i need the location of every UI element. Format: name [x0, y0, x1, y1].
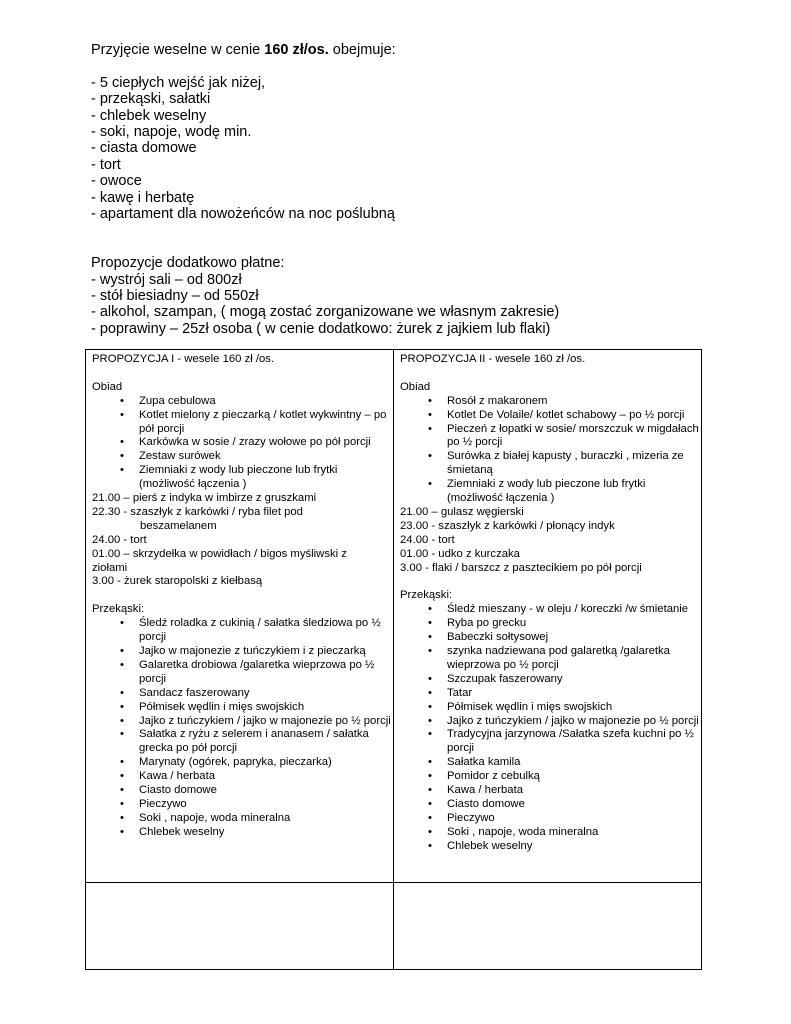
list-item: • Ziemniaki z wody lub pieczone lub frytki (możliwość łączenia ) [400, 478, 701, 506]
przekaski-label: Przekąski: [400, 589, 453, 602]
intro-heading [91, 42, 731, 58]
list-item: • Karkówka w sosie / zrazy wołowe po pół porcji [92, 436, 393, 450]
included-item: - owoce [91, 173, 142, 190]
list-item: • Półmisek wędlin i mięs swojskich [92, 701, 393, 715]
extras-item: - alkohol, szampan, ( mogą zostać zorganizowane we własnym zakresie) [91, 304, 560, 321]
schedule-line: ziołami [92, 561, 128, 574]
list-item: • Jajko z tuńczykiem / jajko w majonezie po ½ porcji [92, 715, 393, 729]
list-item: • Galaretka drobiowa /galaretka wieprzowa po ½ porcji [92, 659, 393, 687]
list-item: • szynka nadziewana pod galaretką /galaretka wieprzowa po ½ porcji [400, 645, 701, 673]
list-item: • Jajko z tuńczykiem / jajko w majonezie po ½ porcji [400, 715, 701, 729]
intro-section [91, 42, 731, 337]
proposal-2-cell [394, 350, 702, 883]
list-item: • Pieczywo [400, 812, 701, 826]
schedule-line: 23.00 - szaszłyk z karkówki / płonący indyk [400, 519, 615, 532]
list-item: • Szczupak faszerowany [400, 673, 701, 687]
list-item: • Sandacz faszerowany [92, 687, 393, 701]
included-item: - apartament dla nowożeńców na noc poślubną [91, 206, 395, 223]
extras-title: Propozycje dodatkowo płatne: [91, 255, 285, 272]
schedule-line: 22.30 - szaszłyk z karkówki / ryba filet pod [92, 505, 303, 518]
list-item: • Rosół z makaronem [400, 395, 701, 409]
proposal-1-title: PROPOZYCJA I - wesele 160 zł /os. [92, 353, 275, 365]
extras-item: - poprawiny – 25zł osoba ( w cenie dodatkowo: żurek z jajkiem lub flaki) [91, 320, 551, 337]
obiad-label: Obiad [400, 380, 431, 393]
obiad-label: Obiad [92, 380, 123, 393]
przekaski-label: Przekąski: [92, 603, 145, 616]
included-item: - 5 ciepłych wejść jak niżej, [91, 74, 266, 91]
list-item: • Marynaty (ogórek, papryka, pieczarka) [92, 756, 393, 770]
list-item: • Pieczeń z łopatki w sosie/ morszczuk w migdałach po ½ porcji [400, 423, 701, 451]
list-item: • Kotlet mielony z pieczarką / kotlet wykwintny – po pół porcji [92, 409, 393, 437]
proposal-2-title: PROPOZYCJA II - wesele 160 zł /os. [400, 353, 586, 365]
list-item: • Soki , napoje, woda mineralna [92, 812, 393, 826]
schedule-line: 01.00 – skrzydełka w powidłach / bigos myśliwski z [92, 547, 347, 560]
list-item: • Tatar [400, 687, 701, 701]
schedule-line: 21.00 – gulasz węgierski [400, 505, 524, 518]
list-item: • Surówka z białej kapusty , buraczki , mizeria ze śmietaną [400, 450, 701, 478]
intro-heading-post: obejmuje: [328, 42, 396, 58]
menu-table [85, 349, 702, 970]
list-item: • Ciasto domowe [400, 798, 701, 812]
extras-item: - stół biesiadny – od 550zł [91, 288, 259, 305]
list-item: • Sałatka kamila [400, 756, 701, 770]
list-item: • Sałatka z ryżu z selerem i ananasem / sałatka grecka po pół porcji [92, 728, 393, 756]
intro-heading-price: 160 zł/os. [264, 42, 329, 58]
obiad-list [400, 395, 701, 506]
list-item: • Chlebek weselny [400, 840, 701, 854]
included-item: - soki, napoje, wodę min. [91, 124, 252, 141]
list-item: • Jajko w majonezie z tuńczykiem i z pieczarką [92, 645, 393, 659]
included-item: - przekąski, sałatki [91, 91, 211, 108]
extras-item: - wystrój sali – od 800zł [91, 271, 242, 288]
list-item: • Soki , napoje, woda mineralna [400, 826, 701, 840]
schedule-line: 3.00 - flaki / barszcz z pasztecikiem po pół porcji [400, 561, 642, 574]
list-item: • Ziemniaki z wody lub pieczone lub frytki (możliwość łączenia ) [92, 464, 393, 492]
list-item: • Półmisek wędlin i mięs swojskich [400, 701, 701, 715]
list-item: • Pomidor z cebulką [400, 770, 701, 784]
list-item: • Śledź roladka z cukinią / sałatka śledziowa po ½ porcji [92, 617, 393, 645]
list-item: • Babeczki sołtysowej [400, 631, 701, 645]
schedule-line: beszamelanem [140, 519, 217, 532]
empty-cell-right [394, 883, 702, 970]
list-item: • Kawa / herbata [92, 770, 393, 784]
list-item: • Śledź mieszany - w oleju / koreczki /w śmietanie [400, 603, 701, 617]
included-item: - chlebek weselny [91, 107, 207, 124]
included-item: - ciasta domowe [91, 140, 197, 157]
list-item: • Tradycyjna jarzynowa /Sałatka szefa kuchni po ½ porcji [400, 728, 701, 756]
list-item: • Kotlet De Volaile/ kotlet schabowy – po ½ porcji [400, 409, 701, 423]
przekaski-list [400, 603, 701, 853]
list-item: • Chlebek weselny [92, 826, 393, 840]
intro-heading-pre: Przyjęcie weselne w cenie [91, 42, 265, 58]
list-item: • Kawa / herbata [400, 784, 701, 798]
included-item: - tort [91, 156, 121, 173]
list-item: • Pieczywo [92, 798, 393, 812]
schedule-line: 01.00 - udko z kurczaka [400, 547, 520, 560]
schedule-line: 24.00 - tort [400, 533, 455, 546]
list-item: • Ciasto domowe [92, 784, 393, 798]
included-item: - kawę i herbatę [91, 189, 195, 206]
schedule-line: 21.00 – pierś z indyka w imbirze z gruszkami [92, 492, 317, 505]
empty-cell-left [86, 883, 394, 970]
obiad-list [92, 395, 393, 492]
schedule-line: 24.00 - tort [92, 533, 147, 546]
list-item: • Ryba po grecku [400, 617, 701, 631]
schedule-line: 3.00 - żurek staropolski z kiełbasą [92, 575, 263, 588]
proposal-1-cell [86, 350, 394, 883]
list-item: • Zestaw surówek [92, 450, 393, 464]
przekaski-list [92, 617, 393, 840]
list-item: • Zupa cebulowa [92, 395, 393, 409]
